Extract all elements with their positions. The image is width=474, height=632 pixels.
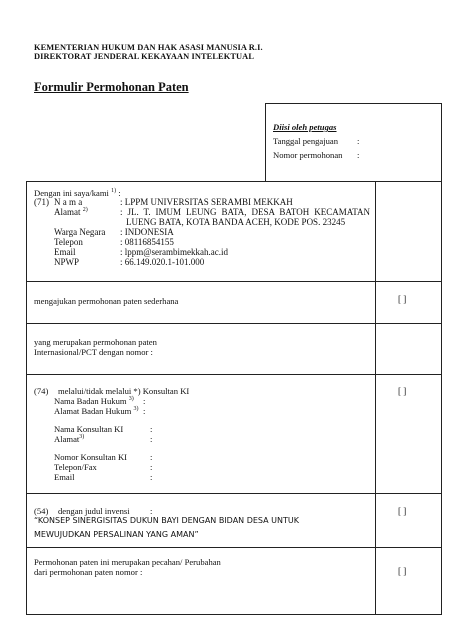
- footnote-3: 3): [133, 406, 139, 412]
- consultant-address-colon: :: [150, 434, 153, 444]
- submission-date-label: Tanggal pengajuan: [273, 136, 339, 146]
- consultant-field-label: [54, 434, 84, 444]
- consultant-code: (74): [34, 386, 49, 396]
- applicant-address-label: [54, 207, 88, 217]
- submission-date-colon: :: [357, 136, 360, 146]
- consultant-number-colon: :: [150, 452, 153, 462]
- row-divider-1: [26, 281, 442, 282]
- application-number-label: Nomor permohonan: [273, 150, 343, 160]
- applicant-name-value: : LPPM UNIVERSITAS SERAMBI MEKKAH: [120, 197, 293, 207]
- email-label: Email: [54, 247, 76, 257]
- consultant-phone-label: Telepon/Fax: [54, 462, 97, 472]
- phone-label: Telepon: [54, 237, 83, 247]
- simple-patent-text: mengajukan permohonan paten sederhana: [34, 296, 179, 306]
- invention-checkbox[interactable]: [ ]: [398, 506, 407, 516]
- row-divider-3: [26, 374, 442, 375]
- division-checkbox[interactable]: [ ]: [398, 566, 407, 576]
- phone-value: : 08116854155: [120, 237, 174, 247]
- legal-entity-address-label: Alamat Badan Hukum: [54, 406, 132, 416]
- npwp-value: : 66.149.020.1-101.000: [120, 257, 205, 267]
- legal-entity-name-colon: :: [143, 396, 146, 406]
- applicant-name-label: N a m a: [54, 197, 83, 207]
- applicant-address-line2: LUENG BATA, KOTA BANDA ACEH, KODE POS. 23245: [126, 217, 346, 227]
- consultant-name-colon: :: [150, 424, 153, 434]
- address-label-text: Alamat: [54, 207, 81, 217]
- consultant-email-colon: :: [150, 472, 153, 482]
- row-divider-4: [26, 493, 442, 494]
- column-divider: [375, 181, 376, 615]
- international-line1: yang merupakan permohonan paten: [34, 337, 157, 347]
- consultant-intro: melalui/tidak melalui *) Konsultan KI: [58, 386, 190, 396]
- application-number-colon: :: [357, 150, 360, 160]
- invention-label: dengan judul invensi: [58, 506, 130, 516]
- consultant-address-label: Alamat: [54, 434, 80, 444]
- npwp-label: NPWP: [54, 257, 80, 267]
- applicant-intro-text: Dengan ini saya/kami: [34, 188, 109, 198]
- legal-entity-address-colon: :: [143, 406, 146, 416]
- officer-box-title: Diisi oleh petugas: [273, 122, 337, 132]
- ministry-name: KEMENTERIAN HUKUM DAN HAK ASASI MANUSIA R.I.: [34, 43, 263, 52]
- consultant-checkbox[interactable]: [ ]: [398, 386, 407, 396]
- legal-entity-name-label: Nama Badan Hukum: [54, 396, 127, 406]
- invention-title-line2: MEWUJUDKAN PERSALINAN YANG AMAN”: [34, 530, 199, 539]
- consultant-field-label: [54, 406, 138, 416]
- citizenship-label: Warga Negara: [54, 227, 106, 237]
- citizenship-value: : INDONESIA: [120, 227, 174, 237]
- consultant-name-label: Nama Konsultan KI: [54, 424, 124, 434]
- consultant-field-label: [54, 396, 134, 406]
- footnote-2: 2): [82, 207, 88, 213]
- invention-title-line1: “KONSEP SINERGISITAS DUKUN BAYI DENGAN BIDAN DESA UNTUK: [34, 516, 299, 525]
- invention-colon: :: [150, 506, 153, 516]
- applicant-code: (71): [34, 197, 49, 207]
- row-divider-2: [26, 323, 442, 324]
- consultant-number-label: Nomor Konsultan KI: [54, 452, 128, 462]
- footnote-3: 3): [128, 396, 134, 402]
- applicant-intro-colon: :: [118, 188, 121, 198]
- international-line2: Internasional/PCT dengan nomor :: [34, 347, 153, 357]
- division-line2: dari permohonan paten nomor :: [34, 567, 143, 577]
- form-title: Formulir Permohonan Paten: [34, 80, 189, 94]
- footnote-3: 3): [79, 434, 85, 440]
- footnote-1: 1): [111, 188, 117, 194]
- email-value: : lppm@serambimekkah.ac.id: [120, 247, 229, 257]
- consultant-email-label: Email: [54, 472, 75, 482]
- directorate-name: DIREKTORAT JENDERAL KEKAYAAN INTELEKTUAL: [34, 52, 255, 61]
- division-line1: Permohonan paten ini merupakan pecahan/ Perubahan: [34, 557, 221, 567]
- consultant-phone-colon: :: [150, 462, 153, 472]
- invention-code: (54): [34, 506, 49, 516]
- applicant-address-line1: : JL. T. IMUM LEUNG BATA, DESA BATOH KECAMATAN: [120, 207, 370, 217]
- simple-patent-checkbox[interactable]: [ ]: [398, 294, 407, 304]
- row-divider-5: [26, 547, 442, 548]
